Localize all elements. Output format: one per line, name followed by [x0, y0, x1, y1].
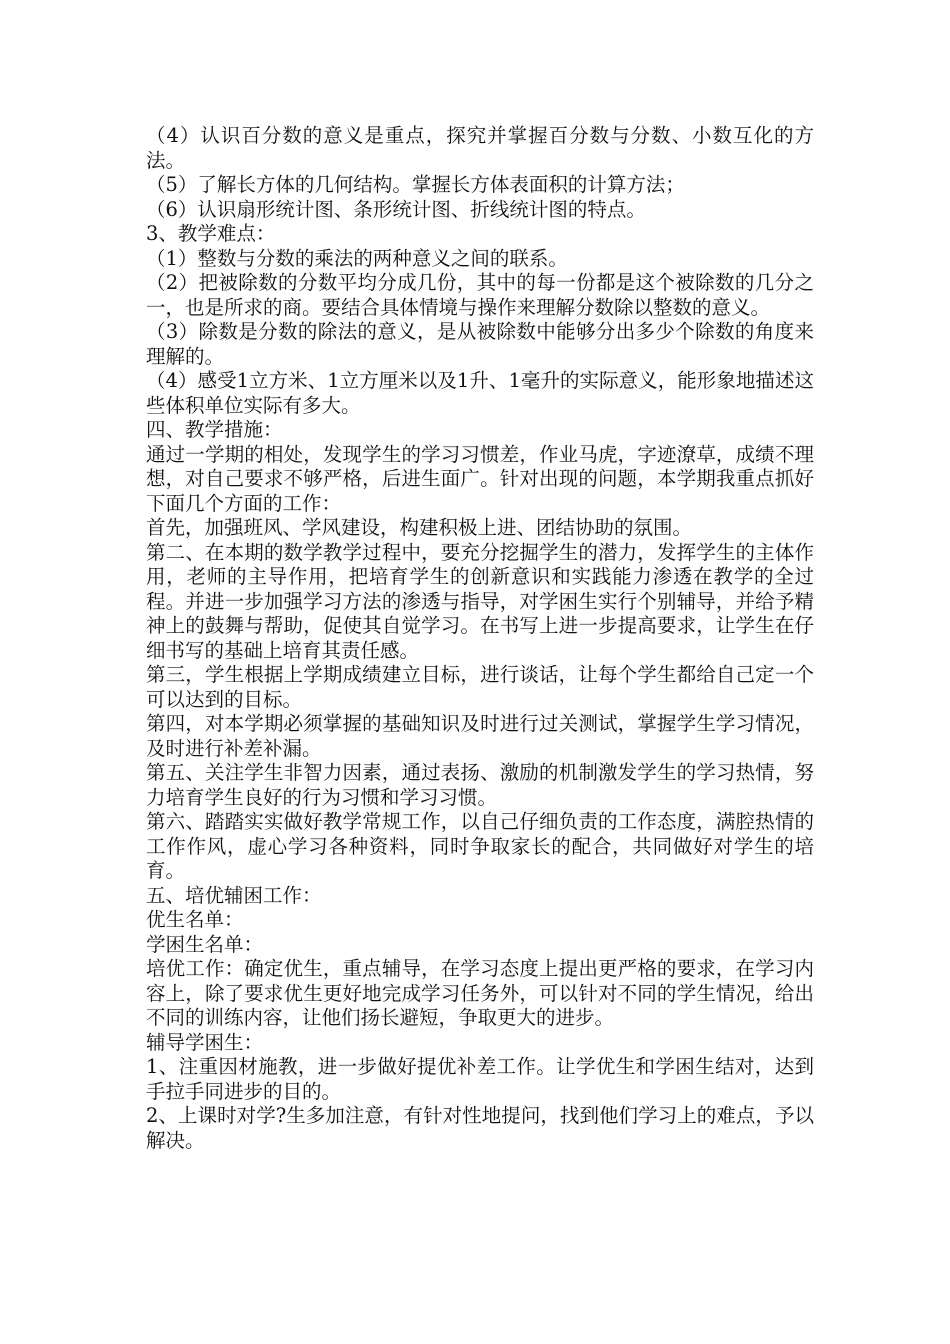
paragraph-measure-sixth: 第六、踏踏实实做好教学常规工作，以自己仔细负责的工作态度，满腔热情的工作作风，虚心学习各种资料，同时争取家长的配合，共同做好对学生的培育。: [146, 810, 814, 882]
heading-struggling-students: 辅导学困生：: [146, 1030, 264, 1054]
document-body: [146, 124, 814, 1153]
paragraph-measure-third: 第三，学生根据上学期成绩建立目标，进行谈话，让每个学生都给自己定一个可以达到的目标。: [146, 663, 814, 711]
paragraph-tutoring-2: 2、上课时对学?生多加注意，有针对性地提问，找到他们学习上的难点，予以解决。: [146, 1104, 814, 1152]
label-struggling-students-list: 学困生名单：: [146, 932, 264, 956]
paragraph-cuboid-structure: （5）了解长方体的几何结构。掌握长方体表面积的计算方法；: [146, 173, 685, 196]
paragraph-difficulty-4: （4）感受1立方米、1立方厘米以及1升、1毫升的实际意义，能形象地描述这些体积单位实际有多大。: [146, 369, 814, 417]
paragraph-percent-key-point: （4）认识百分数的意义是重点，探究并掌握百分数与分数、小数互化的方法。: [146, 124, 814, 172]
heading-tutoring-work: 五、培优辅困工作：: [146, 883, 322, 907]
label-top-students-list: 优生名单：: [146, 908, 244, 931]
paragraph-difficulty-3: （3）除数是分数的除法的意义，是从被除数中能够分出多少个除数的角度来理解的。: [146, 320, 814, 368]
heading-teaching-measures: 四、教学措施：: [146, 418, 283, 441]
paragraph-measure-fifth: 第五、关注学生非智力因素，通过表扬、激励的机制激发学生的学习热情，努力培育学生良好的行为习惯和学习习惯。: [146, 761, 814, 809]
heading-teaching-difficulties: 3、教学难点：: [146, 222, 276, 245]
paragraph-tutoring-1: 1、注重因材施教，进一步做好提优补差工作。让学优生和学困生结对，达到手拉手同进步的目的。: [146, 1055, 814, 1103]
paragraph-difficulty-2: （2）把被除数的分数平均分成几份，其中的每一份都是这个被除数的几分之一，也是所求的商。要结合具体情境与操作来理解分数除以整数的意义。: [146, 271, 814, 319]
paragraph-measure-first: 首先，加强班风、学风建设，构建积极上进、团结协助的氛围。: [146, 516, 693, 539]
paragraph-measures-intro: 通过一学期的相处，发现学生的学习习惯差，作业马虎，字迹潦草，成绩不理想，对自己要求不够严格，后进生面广。针对出现的问题，本学期我重点抓好下面几个方面的工作：: [146, 442, 814, 515]
paragraph-measure-second: 第二、在本期的数学教学过程中，要充分挖掘学生的潜力，发挥学生的主体作用，老师的主导作用，把培育学生的创新意识和实践能力渗透在教学的全过程。并进一步加强学习方法的渗透与指导，对学困生实行个别辅导，并给予精神上的鼓舞与帮助，促使其自觉学习。在书写上进一步提高要求，让学生在仔细书写的基础上培育其责任感。: [146, 540, 814, 662]
paragraph-difficulty-1: （1）整数与分数的乘法的两种意义之间的联系。: [146, 246, 568, 270]
paragraph-measure-fourth: 第四，对本学期必须掌握的基础知识及时进行过关测试，掌握学生学习情况，及时进行补差补漏。: [146, 712, 814, 760]
paragraph-top-student-work: 培优工作：确定优生，重点辅导，在学习态度上提出更严格的要求，在学习内容上，除了要求优生更好地完成学习任务外，可以针对不同的学生情况，给出不同的训练内容，让他们扬长避短，争取更大的进步。: [146, 957, 814, 1029]
paragraph-statistics-charts: （6）认识扇形统计图、条形统计图、折线统计图的特点。: [146, 197, 646, 221]
